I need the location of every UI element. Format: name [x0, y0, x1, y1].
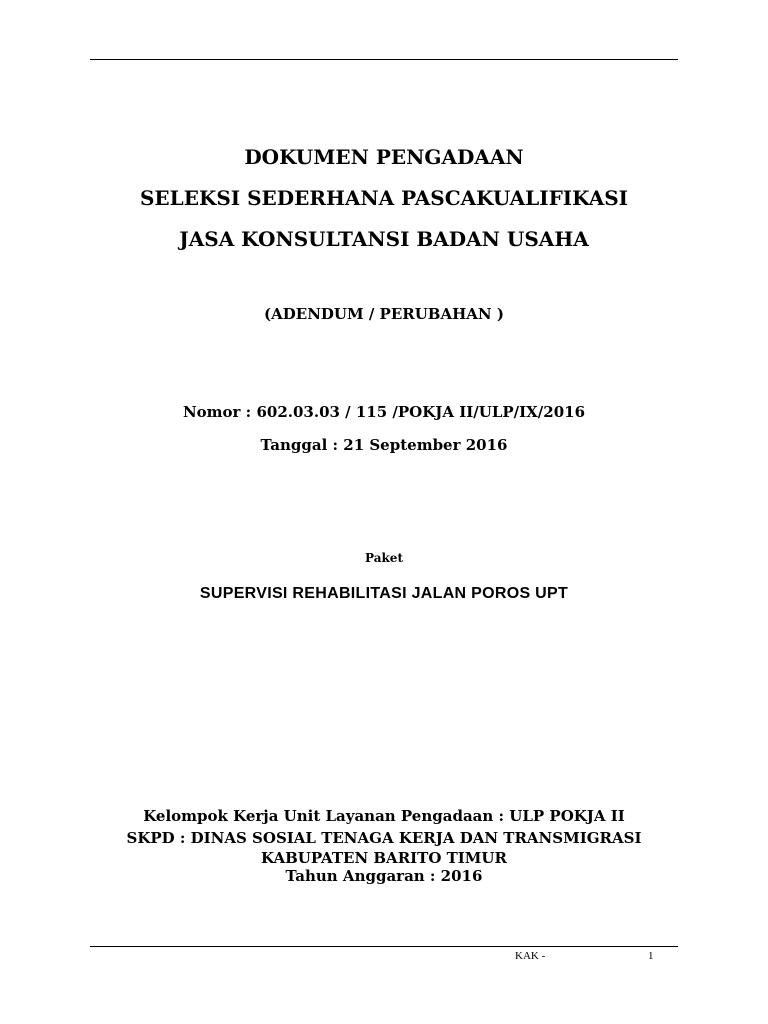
page-number: 1: [648, 950, 654, 962]
document-date: Tanggal : 21 September 2016: [260, 436, 508, 454]
package-label: Paket: [365, 551, 403, 565]
doc-title-line-1: DOKUMEN PENGADAAN: [244, 145, 524, 169]
header-rule: [90, 59, 678, 60]
fiscal-year-line: Tahun Anggaran : 2016: [285, 867, 483, 885]
footer-section-label: KAK -: [515, 950, 546, 962]
skpd-line: SKPD : DINAS SOSIAL TENAGA KERJA DAN TRANSMIGRASI: [126, 829, 642, 847]
adendum-label: (ADENDUM / PERUBAHAN ): [264, 305, 504, 323]
doc-title-line-2: SELEKSI SEDERHANA PASCAKUALIFIKASI: [139, 186, 629, 210]
package-name: SUPERVISI REHABILITASI JALAN POROS UPT: [199, 585, 569, 602]
regency-line: KABUPATEN BARITO TIMUR: [261, 849, 507, 867]
footer-rule: [90, 946, 678, 947]
document-number: Nomor : 602.03.03 / 115 /POKJA II/ULP/IX/2016: [182, 403, 586, 421]
doc-title-line-3: JASA KONSULTANSI BADAN USAHA: [179, 227, 589, 251]
working-group-line: Kelompok Kerja Unit Layanan Pengadaan : ULP POKJA II: [143, 807, 625, 825]
